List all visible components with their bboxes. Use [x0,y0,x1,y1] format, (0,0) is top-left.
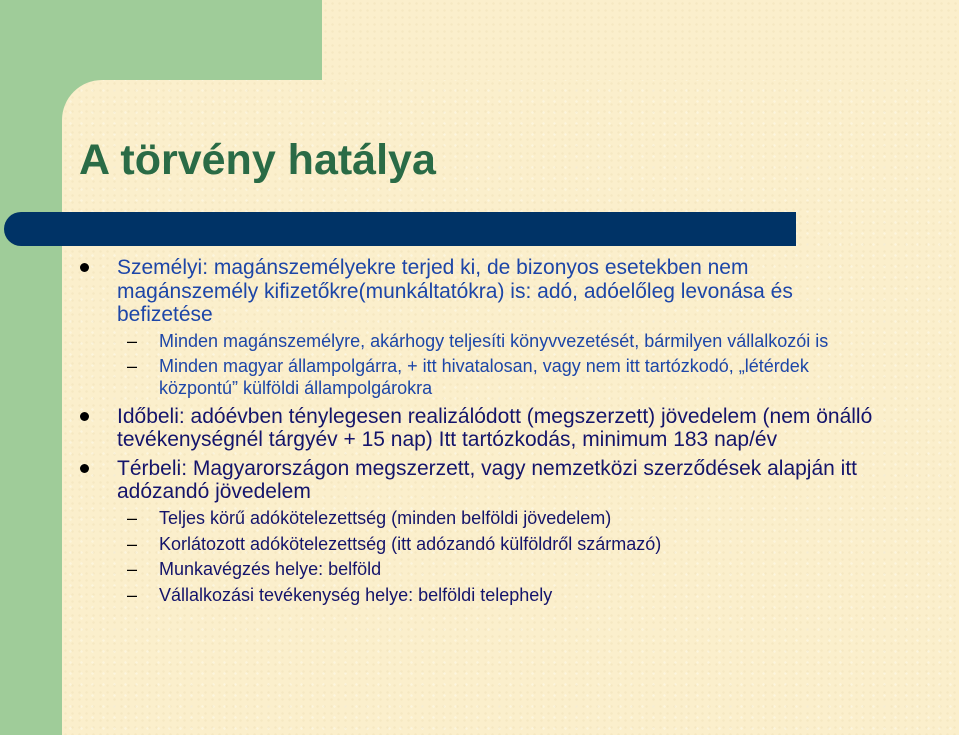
dash-icon: – [127,330,138,351]
dash-icon: – [127,559,138,580]
sub-item-text: Teljes körű adókötelezettség (minden belföldi jövedelem) [159,507,612,528]
bullet-icon [80,412,89,421]
sub-item [80,559,890,581]
sub-item-text: Minden magyar állampolgárra, + itt hivatalosan, vagy nem itt tartózkodó, „létérdek központú” külföldi állampolgárokra [159,356,809,399]
bullet-icon [80,464,89,473]
sub-item [80,331,890,353]
dash-icon: – [127,585,138,606]
bullet-text: Térbeli: Magyarországon megszerzett, vagy nemzetközi szerződések alapján itt adózandó jövedelem [117,456,858,504]
slide-content [80,256,890,607]
bullet-text: Időbeli: adóévben ténylegesen realizálódott (megszerzett) jövedelem (nem önálló tevékenységnél tárgyév + 15 nap) Itt tartózkodás, minimum 183 nap/év [117,404,873,452]
bullet-icon [80,263,89,272]
sub-item [80,356,890,400]
dash-icon: – [127,533,138,554]
sub-item [80,508,890,530]
title-underline-bar [4,212,796,246]
dash-icon: – [127,507,138,528]
top-background-strip [322,0,959,80]
sub-item [80,534,890,556]
bullet-item-personal [80,256,890,327]
sub-item-text: Minden magánszemélyre, akárhogy teljesíti könyvvezetését, bármilyen vállalkozói is [159,330,829,351]
bullet-item-temporal [80,405,890,452]
bullet-text: Személyi: magánszemélyekre terjed ki, de bizonyos esetekben nem magánszemély kifizetőkre(munkáltatókra) is: adó, adóelőleg levonása és befizetése [117,256,793,326]
slide-title: A törvény hatálya [79,136,436,184]
sub-item-text: Vállalkozási tevékenység helye: belföldi telephely [159,585,553,606]
sub-item [80,585,890,607]
sub-item-text: Munkavégzés helye: belföld [159,559,382,580]
sub-item-text: Korlátozott adókötelezettség (itt adózandó külföldről származó) [159,533,662,554]
dash-icon: – [127,356,138,377]
bullet-item-territorial [80,457,890,504]
